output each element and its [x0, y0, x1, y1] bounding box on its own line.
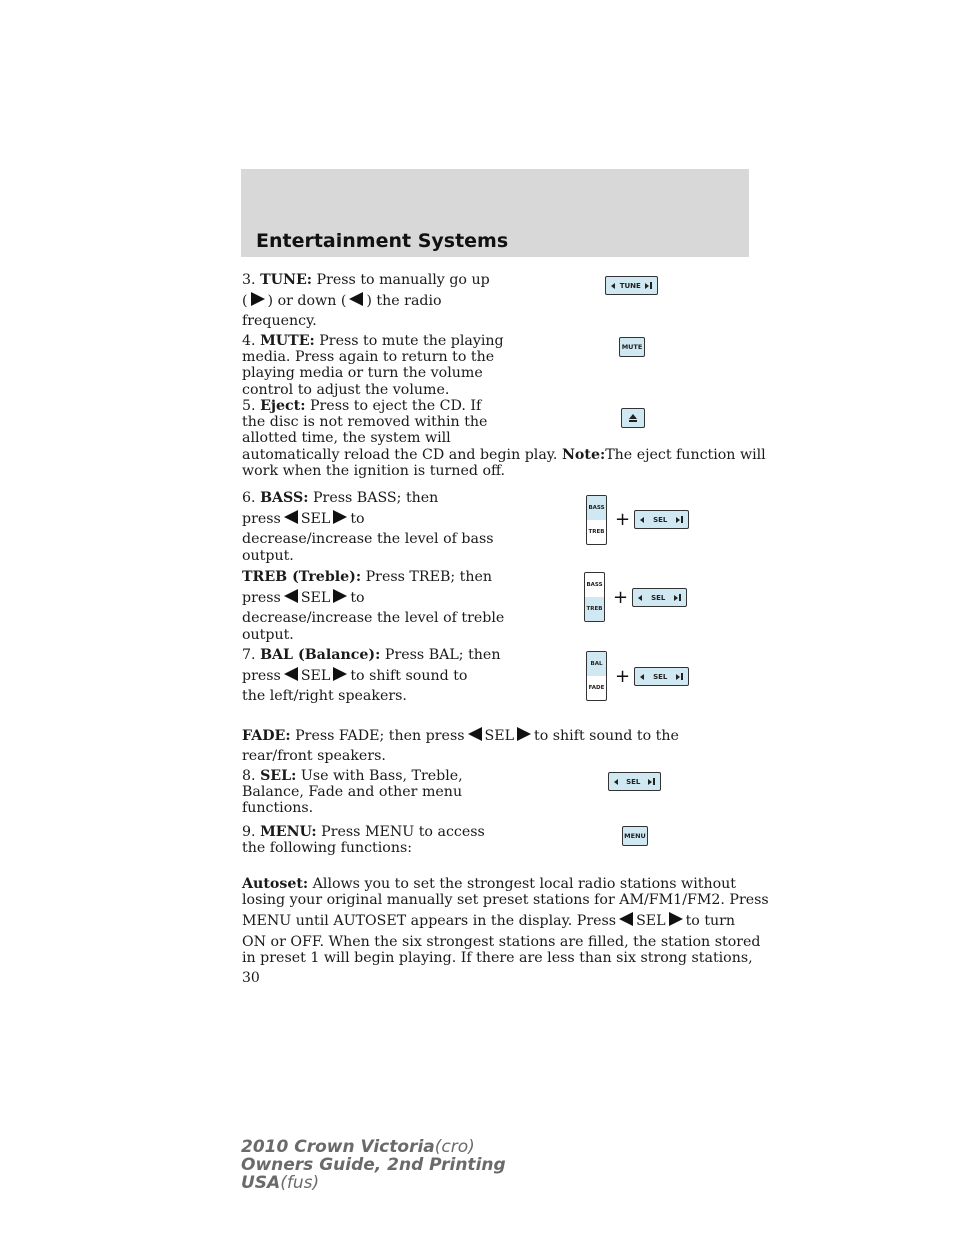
bal-paragraph: 7. BAL (Balance): Press BAL; then press SEL to shift sound to the left/right speakers.	[242, 647, 501, 705]
sel-paragraph: 8. SEL: Use with Bass, Treble, Balance, Fade and other menu functions.	[242, 768, 463, 817]
fade-term: FADE:	[242, 728, 291, 744]
bal-term: BAL (Balance):	[260, 647, 381, 663]
sel-left-arrow-icon	[284, 589, 298, 603]
sel-right-arrow-icon	[333, 667, 347, 681]
sel-button-illustration: SEL	[632, 588, 687, 607]
sel-button-illustration: SEL	[634, 667, 689, 686]
tune-right-arrow-icon	[645, 282, 652, 289]
mute-button-illustration: MUTE	[619, 337, 645, 357]
sel-left-arrow-icon	[468, 727, 482, 741]
eject-icon	[629, 414, 637, 419]
eject-button-illustration	[621, 408, 645, 428]
mute-paragraph: 4. MUTE: Press to mute the playing media. Press again to return to the playing media or turn the volume control to adjust the volume.	[242, 333, 504, 398]
menu-paragraph: 9. MENU: Press MENU to access the following functions:	[242, 824, 485, 857]
sel-button-illustration: SEL	[634, 510, 689, 529]
section-title: Entertainment Systems	[256, 230, 509, 252]
tune-left-arrow-icon	[611, 283, 615, 289]
bal-fade-button-bal-active: BAL FADE	[586, 651, 607, 701]
sel-right-arrow-icon	[669, 912, 683, 926]
tune-term: TUNE:	[260, 272, 313, 288]
page-number: 30	[242, 970, 260, 986]
seek-down-arrow-icon	[349, 292, 363, 306]
bass-term: BASS:	[260, 490, 309, 506]
treb-paragraph: TREB (Treble): Press TREB; then press SEL to decrease/increase the level of treble output.	[242, 569, 505, 643]
seek-up-arrow-icon	[251, 292, 265, 306]
menu-term: MENU:	[260, 824, 317, 840]
mute-term: MUTE:	[260, 333, 315, 349]
treb-term: TREB (Treble):	[242, 569, 362, 585]
sel-left-arrow-icon	[284, 667, 298, 681]
tune-paragraph: 3. TUNE: Press to manually go up ( ) or down ( ) the radio frequency.	[242, 272, 490, 330]
sel-right-arrow-icon	[517, 727, 531, 741]
sel-button-illustration: SEL	[608, 772, 661, 791]
menu-button-illustration: MENU	[622, 826, 648, 846]
sel-right-arrow-icon	[333, 510, 347, 524]
plus-symbol: +	[615, 666, 631, 687]
sel-term: SEL:	[260, 768, 297, 784]
bass-treb-button-treb-active: BASS TREB	[584, 572, 605, 622]
sel-right-arrow-icon	[333, 589, 347, 603]
fade-paragraph: FADE: Press FADE; then press SEL to shift sound to the rear/front speakers.	[242, 728, 679, 765]
bass-paragraph: 6. BASS: Press BASS; then press SEL to decrease/increase the level of bass output.	[242, 490, 494, 564]
document-footer: 2010 Crown Victoria(cro) Owners Guide, 2nd Printing USA(fus)	[241, 1137, 506, 1193]
eject-term: Eject:	[260, 398, 306, 414]
bass-treb-button-bass-active: BASS TREB	[586, 495, 607, 545]
eject-paragraph: 5. Eject: Press to eject the CD. If the disc is not removed within the allotted time, the system will automatically reload the CD and begin play. Note:The eject function will work when the ignition is turned off.	[242, 398, 766, 479]
tune-button-illustration: TUNE	[605, 276, 658, 295]
autoset-paragraph: Autoset: Allows you to set the strongest local radio stations without losing your original manually set preset stations for AM/FM1/FM2. Press MENU until AUTOSET appears in the display. Press SEL to turn ON or OFF. When the six strongest stations are filled, the station stored in preset 1 will begin playing. If there are less than six strong stations,	[242, 876, 769, 966]
plus-symbol: +	[615, 509, 631, 530]
plus-symbol: +	[613, 587, 629, 608]
autoset-term: Autoset:	[242, 876, 309, 892]
sel-left-arrow-icon	[619, 912, 633, 926]
sel-left-arrow-icon	[284, 510, 298, 524]
